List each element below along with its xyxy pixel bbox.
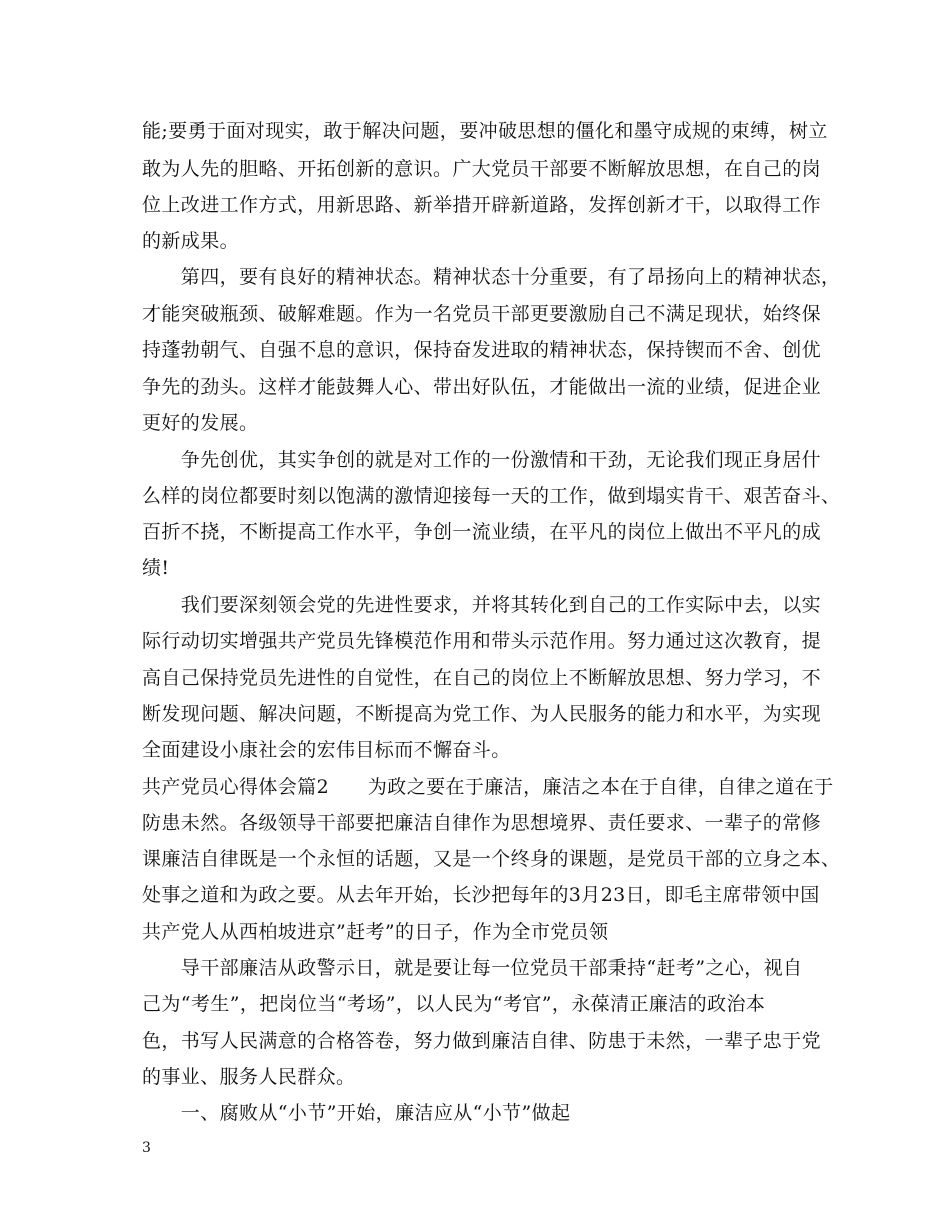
text-line: 第四，要有良好的精神状态。精神状态十分重要，有了昂扬向上的精神状态， bbox=[142, 266, 841, 288]
text-line: 际行动切实增强共产党员先锋模范作用和带头示范作用。努力通过这次教育，提 bbox=[142, 630, 822, 652]
text-line: 绩! bbox=[142, 557, 170, 579]
text-line: 我们要深刻领会党的先进性要求，并将其转化到自己的工作实际中去，以实 bbox=[142, 594, 822, 616]
text-line: 争先的劲头。这样才能鼓舞人心、带出好队伍，才能做出一流的业绩，促进企业 bbox=[142, 376, 822, 398]
page-number: 3 bbox=[142, 1140, 151, 1156]
text-line: 的新成果。 bbox=[142, 230, 240, 252]
text-line: 位上改进工作方式，用新思路、新举措开辟新道路，发挥创新才干，以取得工作 bbox=[142, 194, 822, 216]
text-line: 敢为人先的胆略、开拓创新的意识。广大党员干部要不断解放思想，在自己的岗 bbox=[142, 158, 822, 180]
text-line: 全面建设小康社会的宏伟目标而不懈奋斗。 bbox=[142, 739, 511, 761]
text-line: 持蓬勃朝气、自强不息的意识，保持奋发进取的精神状态，保持锲而不舍、创优 bbox=[142, 339, 822, 361]
text-line: 共产党员心得体会篇2 为政之要在于廉洁，廉洁之本在于自律，自律之道在于 bbox=[142, 776, 834, 798]
text-line: 色，书写人民满意的合格答卷，努力做到廉洁自律、防患于未然，一辈子忠于党 bbox=[142, 1030, 822, 1052]
text-line: 百折不挠，不断提高工作水平，争创一流业绩，在平凡的岗位上做出不平凡的成 bbox=[142, 521, 822, 543]
text-line: 处事之道和为政之要。从去年开始，长沙把每年的3月23日，即毛主席带领中国 bbox=[142, 884, 820, 906]
text-line: 高自己保持党员先进性的自觉性，在自己的岗位上不断解放思想、努力学习，不 bbox=[142, 667, 822, 689]
text-line: 才能突破瓶颈、破解难题。作为一名党员干部更要激励自己不满足现状，始终保 bbox=[142, 303, 822, 325]
text-line: 导干部廉洁从政警示日，就是要让每一位党员干部秉持“赶考”之心，视自 bbox=[142, 957, 803, 979]
text-line: 防患未然。各级领导干部要把廉洁自律作为思想境界、责任要求、一辈子的常修 bbox=[142, 812, 822, 834]
text-line: 课廉洁自律既是一个永恒的话题，又是一个终身的课题，是党员干部的立身之本、 bbox=[142, 848, 841, 870]
text-line: 么样的岗位都要时刻以饱满的激情迎接每一天的工作，做到塌实肯干、艰苦奋斗、 bbox=[142, 485, 841, 507]
text-line: 更好的发展。 bbox=[142, 412, 259, 434]
text-line: 能;要勇于面对现实，敢于解决问题，要冲破思想的僵化和墨守成规的束缚，树立 bbox=[142, 120, 828, 142]
text-line: 己为“考生”，把岗位当“考场”，以人民为“考官”，永葆清正廉洁的政治本 bbox=[142, 993, 766, 1015]
text-line: 共产党人从西柏坡进京”赶考”的日子，作为全市党员领 bbox=[142, 921, 609, 943]
text-line: 的事业、服务人民群众。 bbox=[142, 1066, 356, 1088]
text-line: 争先创优，其实争创的就是对工作的一份激情和干劲，无论我们现正身居什 bbox=[142, 449, 822, 471]
text-line: 一、腐败从“小节”开始，廉洁应从“小节”做起 bbox=[142, 1102, 571, 1124]
text-line: 断发现问题、解决问题，不断提高为党工作、为人民服务的能力和水平，为实现 bbox=[142, 703, 822, 725]
